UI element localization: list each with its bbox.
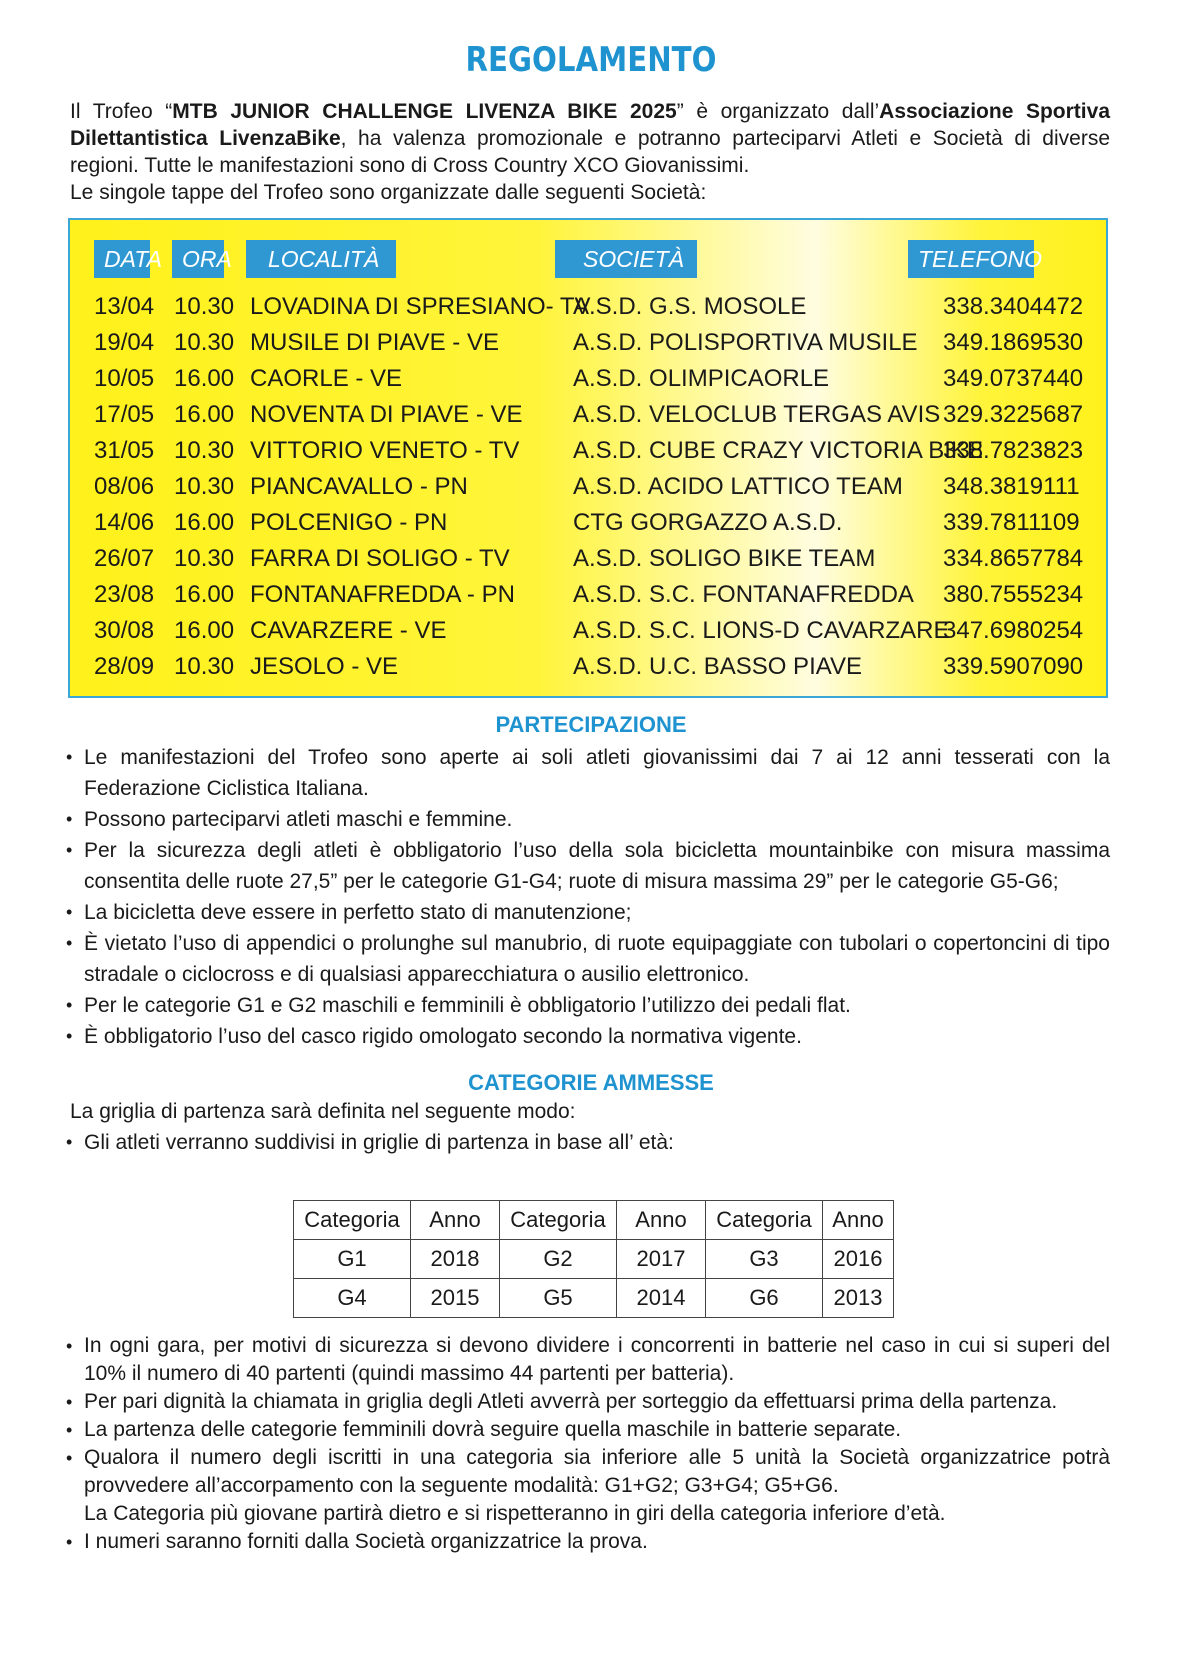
row-location: FARRA DI SOLIGO - TV [250,545,510,572]
table-header-cell: Categoria [706,1201,823,1240]
schedule-row [70,432,1110,469]
trophy-name: MTB JUNIOR CHALLENGE LIVENZA BIKE 2025 [172,100,677,123]
row-location: VITTORIO VENETO - TV [250,437,520,464]
intro-text-1: Il Trofeo “ [70,100,173,123]
schedule-table [68,218,1108,698]
row-time: 16.00 [174,617,235,644]
row-phone: 338.3404472 [943,293,1084,320]
table-cell: G2 [500,1240,617,1279]
schedule-row [70,324,1110,361]
row-society: A.S.D. VELOCLUB TERGAS AVIS [573,401,941,428]
schedule-row [70,360,1110,397]
schedule-row [70,540,1110,577]
table-row [294,1240,894,1279]
categorie-rules-list [62,1332,1110,1556]
row-date: 17/05 [94,401,155,428]
list-item: • È obbligatorio l’uso del casco rigido omologato secondo la normativa vigente. [62,1021,1110,1052]
table-cell: G3 [706,1240,823,1279]
row-time: 10.30 [174,653,235,680]
table-cell: 2018 [411,1240,500,1279]
table-row [294,1279,894,1318]
list-item: • È vietato l’uso di appendici o prolunghe sul manubrio, di ruote equipaggiate con tubolari o copertoncini di tipo stradale o ciclocross e di qualsiasi apparecchiatura o ausilio elettronico. [62,928,1110,990]
schedule-row [70,648,1110,685]
list-item: • Possono parteciparvi atleti maschi e femmine. [62,804,1110,835]
table-cell: G5 [500,1279,617,1318]
row-location: JESOLO - VE [250,653,399,680]
row-phone: 339.5907090 [943,653,1084,680]
row-society: A.S.D. OLIMPICAORLE [573,365,830,392]
row-location: CAVARZERE - VE [250,617,447,644]
row-location: LOVADINA DI SPRESIANO- TV [250,293,591,320]
row-time: 10.30 [174,293,235,320]
schedule-row [70,396,1110,433]
header-data: DATA [94,240,150,278]
row-phone: 334.8657784 [943,545,1084,572]
table-cell: G4 [294,1279,411,1318]
row-society: A.S.D. ACIDO LATTICO TEAM [573,473,903,500]
table-header-row [294,1201,894,1240]
intro-text-3: ” è organizzato dall’ [676,100,880,123]
list-item: • I numeri saranno forniti dalla Società organizzatrice la prova. [62,1528,1110,1556]
list-item: • La partenza delle categorie femminili dovrà seguire quella maschile in batterie separate. [62,1416,1110,1444]
row-date: 26/07 [94,545,155,572]
row-time: 16.00 [174,509,235,536]
schedule-row [70,612,1110,649]
schedule-row [70,576,1110,613]
header-localita: LOCALITÀ [246,240,396,278]
row-phone: 349.0737440 [943,365,1084,392]
row-time: 10.30 [174,545,235,572]
row-date: 08/06 [94,473,155,500]
row-society: A.S.D. G.S. MOSOLE [573,293,807,320]
row-time: 16.00 [174,581,235,608]
table-cell: G6 [706,1279,823,1318]
row-date: 28/09 [94,653,155,680]
row-society: A.S.D. CUBE CRAZY VICTORIA BIKE [573,437,983,464]
list-item: • Per la sicurezza degli atleti è obbligatorio l’uso della sola bicicletta mountainbike con misura massima consentita delle ruote 27,5” per le categorie G1-G4; ruote di misura massima 29” per le categorie G5-G6; [62,835,1110,897]
page-title: REGOLAMENTO [465,40,717,80]
table-cell: 2017 [617,1240,706,1279]
list-item: • In ogni gara, per motivi di sicurezza si devono dividere i concorrenti in batterie nel caso in cui si superi del 10% il numero di 40 partenti (quindi massimo 44 partenti per batteria). [62,1332,1110,1388]
table-cell: 2015 [411,1279,500,1318]
table-cell: 2013 [823,1279,894,1318]
row-society: A.S.D. S.C. FONTANAFREDDA [573,581,914,608]
table-cell: 2016 [823,1240,894,1279]
header-ora: ORA [172,240,224,278]
row-society: A.S.D. SOLIGO BIKE TEAM [573,545,876,572]
categories-table [293,1200,894,1318]
row-phone: 339.7811109 [943,509,1080,536]
list-item: • Per pari dignità la chiamata in griglia degli Atleti avverrà per sorteggio da effettuarsi prima della partenza. [62,1388,1110,1416]
list-item: • Le manifestazioni del Trofeo sono aperte ai soli atleti giovanissimi dai 7 ai 12 anni tesserati con la Federazione Ciclistica Italiana. [62,742,1110,804]
row-date: 19/04 [94,329,155,356]
row-phone: 349.1869530 [943,329,1084,356]
row-phone: 380.7555234 [943,581,1084,608]
note-line: La Categoria più giovane partirà dietro e si rispetteranno in giri della categoria inferiore d’età. [84,1502,946,1525]
row-time: 10.30 [174,473,235,500]
row-phone: 338.7823823 [943,437,1084,464]
row-society: A.S.D. U.C. BASSO PIAVE [573,653,862,680]
row-society: A.S.D. S.C. LIONS-D CAVARZARE [573,617,950,644]
row-time: 16.00 [174,365,235,392]
row-date: 30/08 [94,617,155,644]
list-item: • Gli atleti verranno suddivisi in griglie di partenza in base all’ età: [62,1127,1110,1158]
schedule-row [70,504,1110,541]
list-item: • Per le categorie G1 e G2 maschili e femminili è obbligatorio l’utilizzo dei pedali flat. [62,990,1110,1021]
row-location: POLCENIGO - PN [250,509,448,536]
table-header-cell: Anno [823,1201,894,1240]
schedule-row [70,468,1110,505]
table-header-cell: Categoria [294,1201,411,1240]
row-time: 10.30 [174,329,235,356]
table-cell: 2014 [617,1279,706,1318]
list-item: • Qualora il numero degli iscritti in una categoria sia inferiore alle 5 unità la Società organizzatrice potrà provvedere all’accorpamento con la seguente modalità: G1+G2; G3+G4; G5+G6. [62,1444,1110,1500]
header-societa: SOCIETÀ [555,240,697,278]
intro-text-6: Le singole tappe del Trofeo sono organizzate dalle seguenti Società: [70,181,707,204]
table-header-cell: Categoria [500,1201,617,1240]
intro-text-5: , ha valenza promozionale e potranno parteciparvi Atleti e Società di diverse regioni. Tutte le manifestazioni sono di Cross Country XCO Giovanissimi. [70,127,1110,177]
row-phone: 347.6980254 [943,617,1084,644]
row-date: 14/06 [94,509,155,536]
row-society: CTG GORGAZZO A.S.D. [573,509,843,536]
row-date: 13/04 [94,293,155,320]
row-date: 23/08 [94,581,155,608]
row-date: 31/05 [94,437,155,464]
row-phone: 348.3819111 [943,473,1080,500]
partecipazione-list [62,742,1110,1052]
schedule-row [70,288,1110,325]
row-location: PIANCAVALLO - PN [250,473,468,500]
row-date: 10/05 [94,365,155,392]
table-cell: G1 [294,1240,411,1279]
list-item: • La bicicletta deve essere in perfetto stato di manutenzione; [62,897,1110,928]
categorie-bullet-list [62,1127,1110,1158]
section-title-partecipazione: PARTECIPAZIONE [495,712,687,737]
table-header-cell: Anno [411,1201,500,1240]
section-title-categorie: CATEGORIE AMMESSE [468,1070,714,1095]
row-location: NOVENTA DI PIAVE - VE [250,401,523,428]
categorie-intro: La griglia di partenza sarà definita nel seguente modo: [70,1100,576,1123]
row-time: 10.30 [174,437,235,464]
row-location: CAORLE - VE [250,365,403,392]
row-location: FONTANAFREDDA - PN [250,581,515,608]
table-header-cell: Anno [617,1201,706,1240]
row-phone: 329.3225687 [943,401,1084,428]
intro-paragraph [70,98,1110,206]
row-time: 16.00 [174,401,235,428]
row-location: MUSILE DI PIAVE - VE [250,329,499,356]
header-telefono: TELEFONO [908,240,1034,278]
row-society: A.S.D. POLISPORTIVA MUSILE [573,329,918,356]
association-name: Associazione Sportiva Dilettantistica LivenzaBike [70,100,1110,150]
